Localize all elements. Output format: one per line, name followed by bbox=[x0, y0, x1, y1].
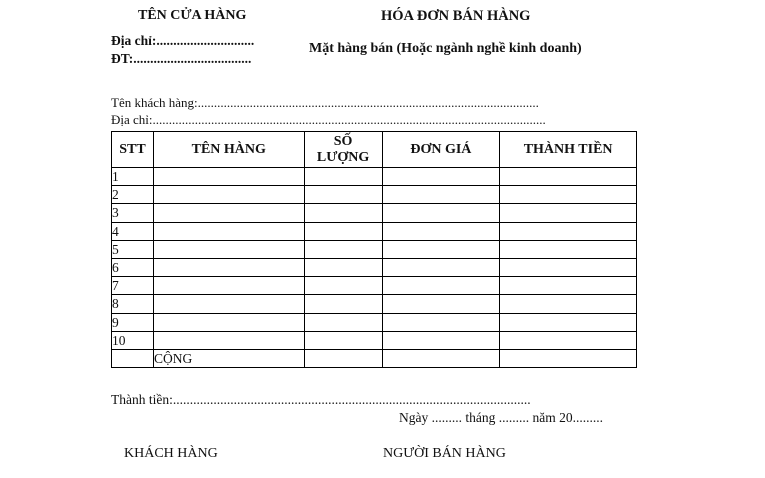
row-cell-empty bbox=[153, 295, 304, 313]
table-row bbox=[112, 240, 637, 258]
row-stt: 3 bbox=[112, 204, 154, 222]
table-row bbox=[112, 186, 637, 204]
row-stt: 8 bbox=[112, 295, 154, 313]
row-cell-empty bbox=[382, 186, 500, 204]
table-row bbox=[112, 222, 637, 240]
row-cell-empty bbox=[500, 313, 637, 331]
invoice-title: HÓA ĐƠN BÁN HÀNG bbox=[381, 8, 531, 24]
header-item-name: TÊN HÀNG bbox=[153, 132, 304, 168]
customer-address-line: Địa chỉ:......................................................................................................................... bbox=[111, 112, 546, 127]
row-cell-empty bbox=[153, 313, 304, 331]
row-cell-empty bbox=[382, 222, 500, 240]
header-unit-price: ĐƠN GIÁ bbox=[382, 132, 500, 168]
store-address: Địa chỉ:............................. bbox=[111, 33, 255, 48]
row-cell-empty bbox=[382, 331, 500, 349]
table-header-row bbox=[112, 132, 637, 168]
table-row bbox=[112, 168, 637, 186]
row-cell-empty bbox=[500, 331, 637, 349]
row-cell-empty bbox=[500, 277, 637, 295]
row-cell-empty bbox=[153, 204, 304, 222]
invoice-table bbox=[111, 131, 637, 368]
row-cell-empty bbox=[500, 168, 637, 186]
row-cell-empty bbox=[304, 204, 382, 222]
row-cell-empty bbox=[500, 295, 637, 313]
table-row bbox=[112, 204, 637, 222]
total-row bbox=[112, 349, 637, 367]
row-cell-empty bbox=[304, 277, 382, 295]
table-row bbox=[112, 295, 637, 313]
row-cell-empty bbox=[382, 295, 500, 313]
row-cell-empty bbox=[153, 168, 304, 186]
row-cell-empty bbox=[304, 240, 382, 258]
row-cell-empty bbox=[382, 240, 500, 258]
row-cell-empty bbox=[112, 349, 154, 367]
table-row bbox=[112, 277, 637, 295]
seller-signature-label: NGƯỜI BÁN HÀNG bbox=[383, 446, 506, 461]
row-cell-empty bbox=[382, 313, 500, 331]
header-amount: THÀNH TIỀN bbox=[500, 132, 637, 168]
row-cell-empty bbox=[304, 168, 382, 186]
row-cell-empty bbox=[153, 186, 304, 204]
table-row bbox=[112, 258, 637, 276]
row-stt: 1 bbox=[112, 168, 154, 186]
row-cell-empty bbox=[304, 349, 382, 367]
table-row bbox=[112, 331, 637, 349]
header-quantity-text: SỐ LƯỢNG bbox=[316, 133, 370, 165]
row-cell-empty bbox=[500, 186, 637, 204]
store-phone: ĐT:................................... bbox=[111, 51, 252, 66]
row-stt: 10 bbox=[112, 331, 154, 349]
goods-type: Mặt hàng bán (Hoặc ngành nghề kinh doanh) bbox=[309, 41, 582, 56]
customer-name-line: Tên khách hàng:......................................................................................................... bbox=[111, 95, 539, 110]
date-line: Ngày ......... tháng ......... năm 20......... bbox=[399, 410, 603, 425]
customer-signature-label: KHÁCH HÀNG bbox=[124, 446, 218, 461]
row-cell-empty bbox=[153, 258, 304, 276]
row-cell-empty bbox=[382, 204, 500, 222]
row-cell-empty bbox=[304, 222, 382, 240]
total-label: CỘNG bbox=[153, 349, 304, 367]
row-cell-empty bbox=[153, 240, 304, 258]
row-cell-empty bbox=[304, 331, 382, 349]
row-cell-empty bbox=[153, 222, 304, 240]
row-cell-empty bbox=[382, 349, 500, 367]
row-cell-empty bbox=[304, 186, 382, 204]
row-cell-empty bbox=[382, 277, 500, 295]
row-cell-empty bbox=[500, 222, 637, 240]
row-stt: 5 bbox=[112, 240, 154, 258]
total-in-words-line: Thành tiền:.......................................................................................................... bbox=[111, 392, 531, 407]
row-cell-empty bbox=[153, 277, 304, 295]
row-stt: 9 bbox=[112, 313, 154, 331]
row-cell-empty bbox=[153, 331, 304, 349]
header-stt: STT bbox=[112, 132, 154, 168]
row-cell-empty bbox=[382, 168, 500, 186]
row-cell-empty bbox=[500, 204, 637, 222]
row-cell-empty bbox=[382, 258, 500, 276]
table-row bbox=[112, 313, 637, 331]
row-cell-empty bbox=[500, 349, 637, 367]
header-quantity bbox=[304, 132, 382, 168]
row-cell-empty bbox=[500, 258, 637, 276]
row-stt: 2 bbox=[112, 186, 154, 204]
store-name: TÊN CỬA HÀNG bbox=[138, 8, 247, 23]
row-stt: 7 bbox=[112, 277, 154, 295]
row-cell-empty bbox=[304, 295, 382, 313]
row-cell-empty bbox=[500, 240, 637, 258]
row-stt: 4 bbox=[112, 222, 154, 240]
row-stt: 6 bbox=[112, 258, 154, 276]
row-cell-empty bbox=[304, 313, 382, 331]
row-cell-empty bbox=[304, 258, 382, 276]
